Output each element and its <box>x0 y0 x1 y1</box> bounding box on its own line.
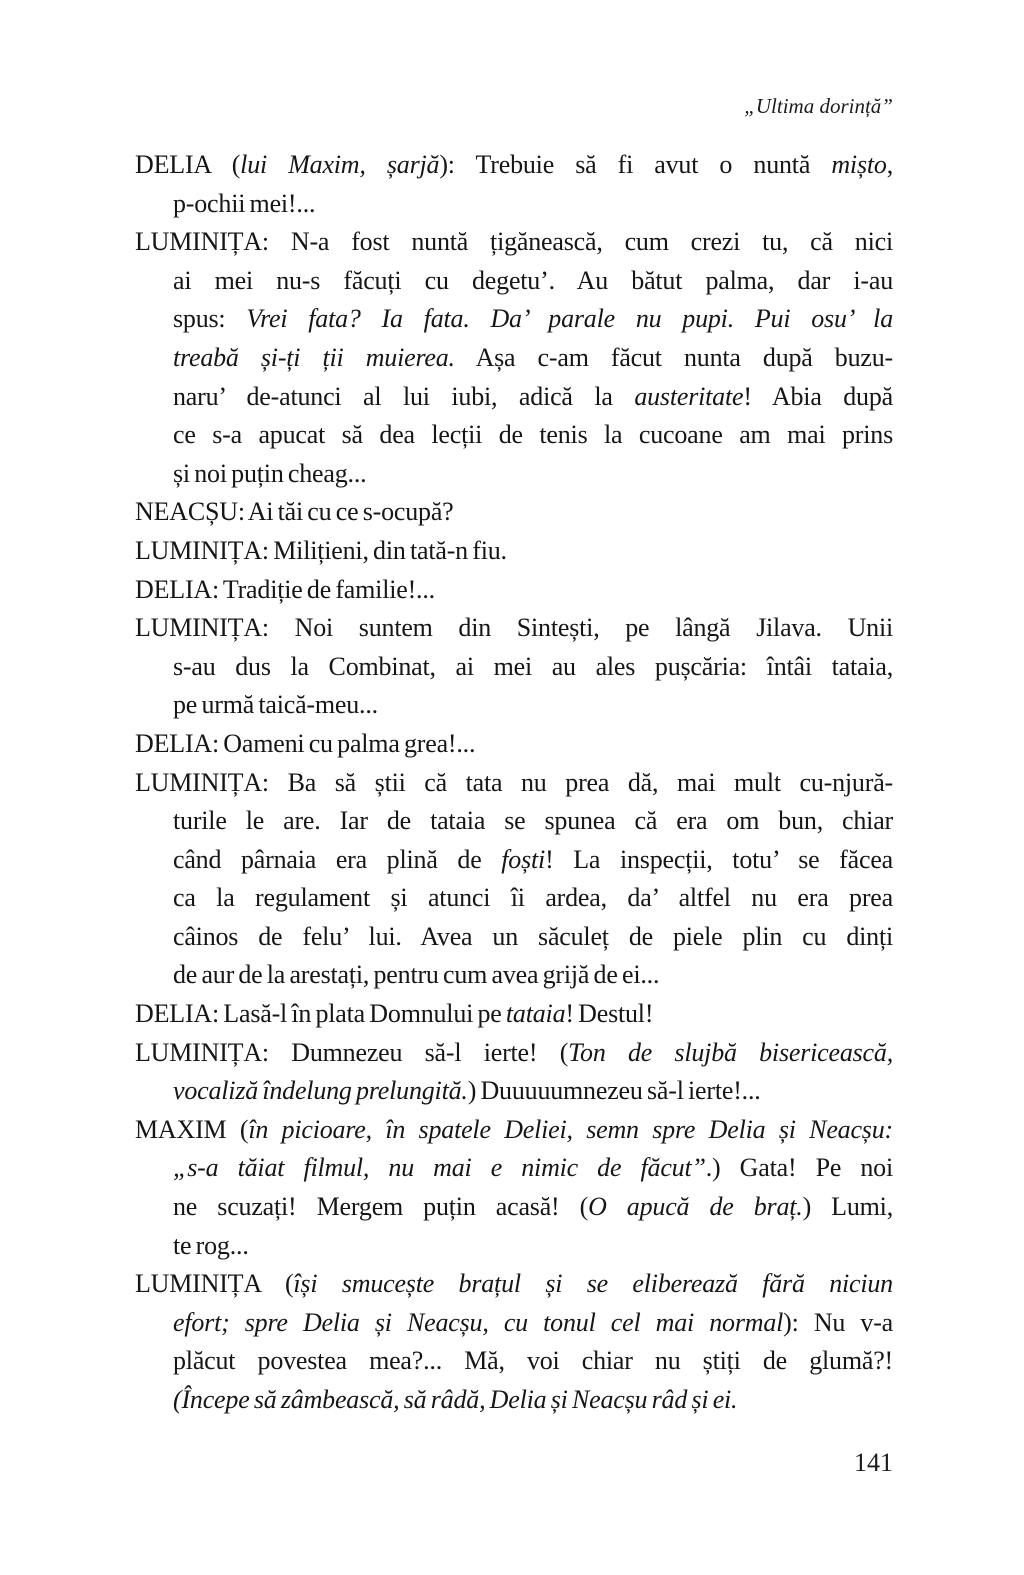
text-line: spus: Vrei fata? Ia fata. Da’ parale nu pupi. Pui osu’ la <box>173 304 893 334</box>
dialogue-paragraph <box>135 995 893 1034</box>
text-line: p-ochii mei!... <box>173 188 316 218</box>
text-line: ce s-a apucat să dea lecții de tenis la cucoane am mai prins <box>173 420 893 450</box>
dialogue-paragraph <box>135 725 893 764</box>
dialogue-paragraph <box>135 1265 893 1419</box>
dialogue <box>135 146 893 1420</box>
dialogue-paragraph <box>135 1111 893 1265</box>
dialogue-paragraph <box>135 493 893 532</box>
text-line: pe urmă taică-meu... <box>173 690 378 720</box>
text-line: DELIA: Lasă-l în plata Domnului pe tataia! Destul! <box>135 999 654 1029</box>
dialogue-paragraph <box>135 223 893 493</box>
text-line: de aur de la arestați, pentru cum avea grijă de ei... <box>173 960 660 990</box>
text-line: LUMINIȚA (își smucește brațul și se eliberează fără niciun <box>135 1269 893 1299</box>
text-line: s-au dus la Combinat, ai mei au ales pușcăria: întâi tataia, <box>173 651 893 681</box>
text-line: LUMINIȚA: Ba să știi că tata nu prea dă, mai mult cu-njură- <box>135 767 893 797</box>
text-line: naru’ de-atunci al lui iubi, adică la austeritate! Abia după <box>173 381 893 411</box>
text-line: LUMINIȚA: Milițieni, din tată-n fiu. <box>135 535 507 565</box>
dialogue-paragraph <box>135 1034 893 1111</box>
text-line: MAXIM (în picioare, în spatele Deliei, semn spre Delia și Neacșu: <box>135 1114 893 1144</box>
text-line: LUMINIȚA: N-a fost nuntă țigănească, cum crezi tu, că nici <box>135 227 893 257</box>
text-line: efort; spre Delia și Neacșu, cu tonul cel mai normal): Nu v-a <box>173 1307 893 1337</box>
running-head-title: „Ultima dorință” <box>744 94 893 118</box>
text-line: când pârnaia era plină de foști! La inspecții, totu’ se făcea <box>173 844 893 874</box>
page-number: 141 <box>854 1448 893 1477</box>
text-line: vocaliză îndelung prelungită.) Duuuuumnezeu să-l ierte!... <box>173 1076 761 1106</box>
dialogue-paragraph <box>135 571 893 610</box>
text-line: DELIA: Tradiție de familie!... <box>135 574 435 604</box>
text-line: ai mei nu-s făcuți cu degetu’. Au bătut palma, dar i-au <box>173 265 893 295</box>
dialogue-paragraph <box>135 532 893 571</box>
text-line: DELIA (lui Maxim, șarjă): Trebuie să fi avut o nuntă mișto, <box>135 150 893 179</box>
text-line: LUMINIȚA: Noi suntem din Sintești, pe lângă Jilava. Unii <box>135 613 893 643</box>
text-line: turile le are. Iar de tataia se spunea că era om bun, chiar <box>173 806 893 836</box>
text-line: treabă și-ți ții muierea. Așa c-am făcut nunta după buzu- <box>173 342 893 372</box>
text-line: (Începe să zâmbească, să râdă, Delia și Neacșu râd și ei. <box>173 1385 738 1414</box>
text-line: și noi puțin cheag... <box>173 458 367 488</box>
text-line: DELIA: Oameni cu palma grea!... <box>135 728 476 758</box>
text-line: ne scuzați! Mergem puțin acasă! (O apucă de braț.) Lumi, <box>173 1192 893 1222</box>
text-line: te rog... <box>173 1230 249 1260</box>
text-line: NEACȘU: Ai tăi cu ce s-ocupă? <box>135 497 454 527</box>
text-line: „s-a tăiat filmul, nu mai e nimic de făcut”.) Gata! Pe noi <box>173 1153 893 1183</box>
text-line: plăcut povestea mea?... Mă, voi chiar nu știți de glumă?! <box>173 1346 893 1376</box>
dialogue-paragraph <box>135 146 893 223</box>
dialogue-paragraph <box>135 764 893 996</box>
text-line: LUMINIȚA: Dumnezeu să-l ierte! (Ton de slujbă bisericească, <box>135 1037 893 1067</box>
text-line: ca la regulament și atunci îi ardea, da’ altfel nu era prea <box>173 883 893 913</box>
dialogue-paragraph <box>135 609 893 725</box>
text-line: câinos de felu’ lui. Avea un săculeț de piele plin cu dinți <box>173 921 893 951</box>
